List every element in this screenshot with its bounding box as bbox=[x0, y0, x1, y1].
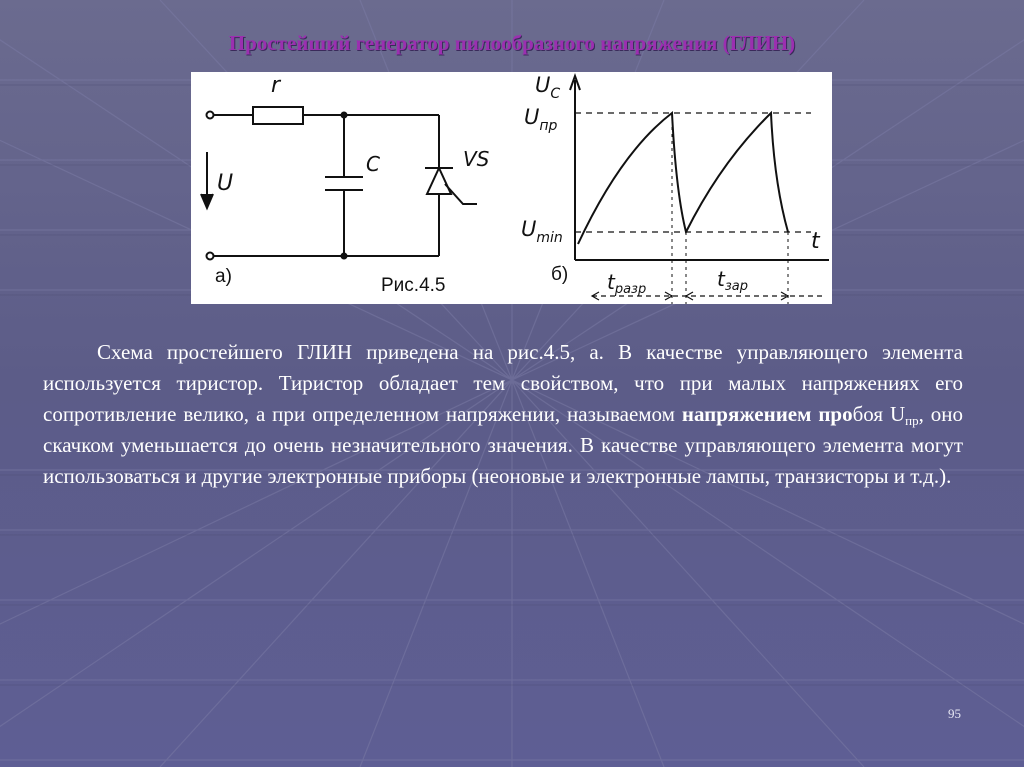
circuit-diagram bbox=[201, 107, 477, 260]
slide-title: Простейший генератор пилообразного напряжения (ГЛИН) bbox=[228, 31, 796, 55]
thyristor-triangle bbox=[427, 168, 451, 194]
input-terminal-bottom bbox=[207, 253, 214, 260]
sawtooth-curve bbox=[578, 113, 788, 244]
paragraph-text: Схема простейшего ГЛИН приведена на рис.4.5, а. В качестве управляющего элемента используется тиристор. Тиристор обладает тем свойством, что при малых напряжениях его сопротивление велико, а при определенном напряжении, называемом bbox=[43, 340, 963, 426]
discharge-interval-label: $t_{зар}$ bbox=[717, 267, 748, 294]
resistor bbox=[253, 107, 303, 124]
figure-drawing bbox=[191, 72, 832, 304]
capacitor-label: C bbox=[366, 152, 380, 176]
figure-4-5 bbox=[191, 72, 832, 304]
panel-a-label: а) bbox=[215, 266, 232, 287]
thyristor-label: VS bbox=[463, 147, 490, 171]
paragraph-text-2: боя U bbox=[852, 402, 906, 426]
breakdown-subscript: пр bbox=[905, 413, 919, 428]
y-axis-label: $U_C$ bbox=[535, 73, 561, 102]
panel-b-label: б) bbox=[551, 264, 569, 285]
page-number: 95 bbox=[948, 706, 961, 721]
resistor-label: r bbox=[271, 73, 281, 98]
input-terminal-top bbox=[207, 112, 214, 119]
lower-threshold-label: $U_{min}$ bbox=[521, 217, 563, 246]
x-axis-label: t bbox=[811, 229, 820, 254]
figure-caption: Рис.4.5 bbox=[381, 275, 446, 296]
description-paragraph bbox=[43, 337, 963, 492]
breakdown-term: напряжением про bbox=[681, 402, 853, 426]
charge-interval-label: $t_{разр}$ bbox=[607, 270, 647, 297]
voltage-label: U bbox=[217, 171, 234, 196]
upper-threshold-label: $U_{пр}$ bbox=[524, 105, 558, 134]
paragraph-text-3: , оно скачком уменьшается до очень незначительного значения. В качестве управляющего элемента могут использоваться и другие электронные приборы (неоновые и электронные лампы, транзисторы и т.д.). bbox=[43, 402, 963, 488]
